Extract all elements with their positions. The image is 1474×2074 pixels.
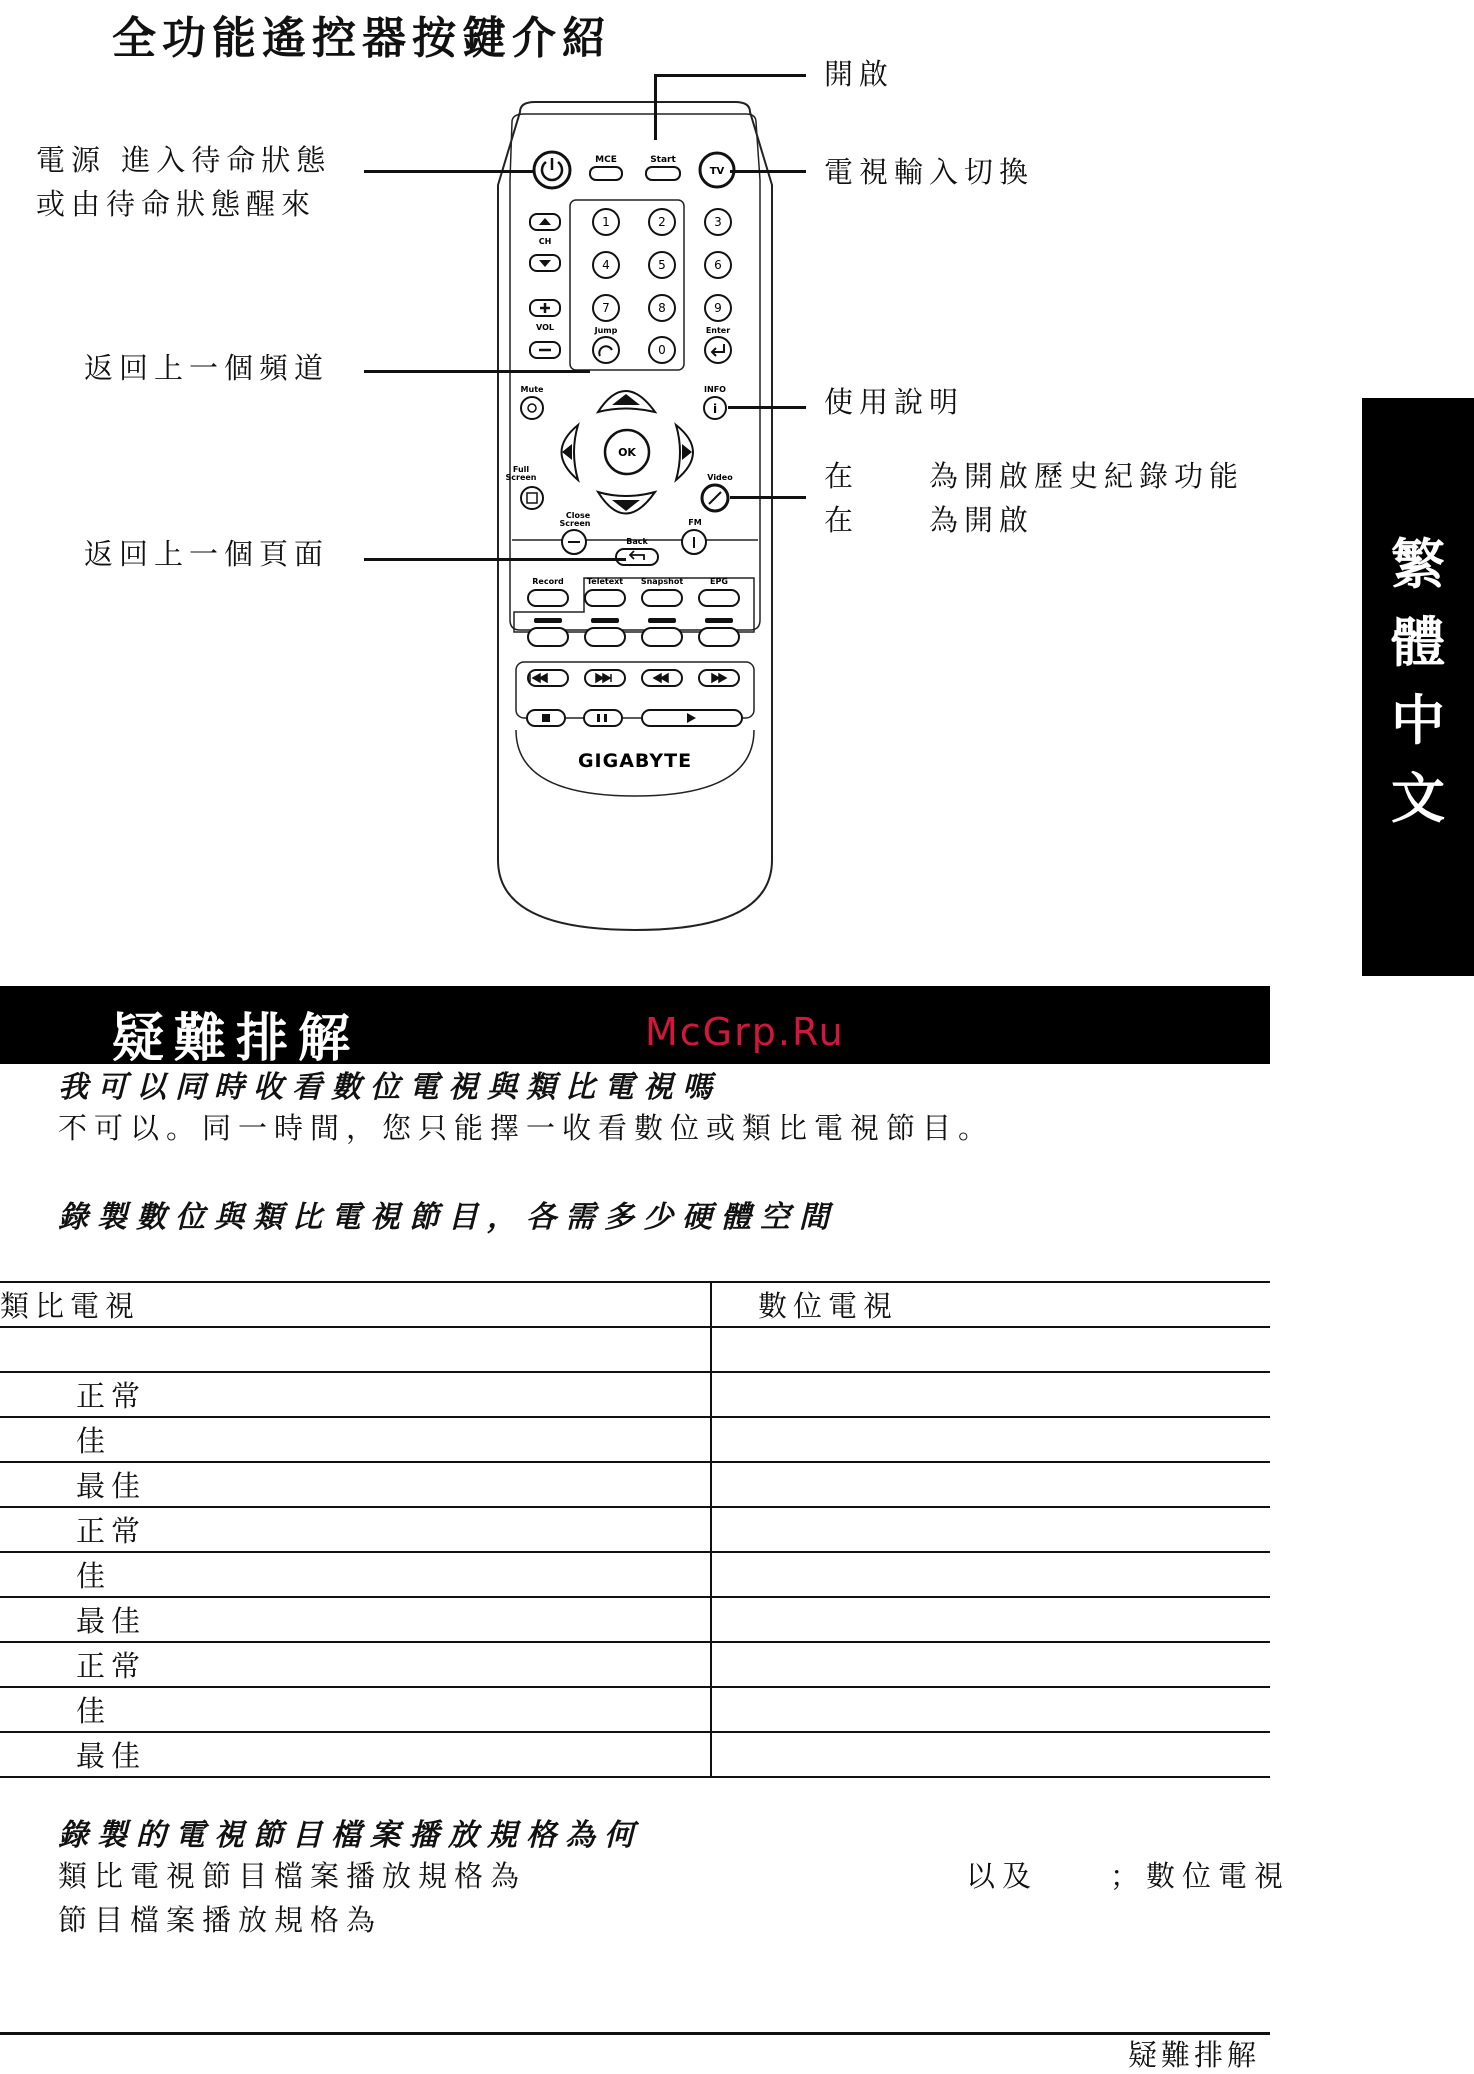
side-tab-char: 體: [1391, 610, 1445, 674]
language-side-tab: [1362, 398, 1474, 976]
pause-button: [584, 710, 622, 726]
svg-text:FM: FM: [688, 518, 702, 527]
callout-start: 開啟: [824, 57, 895, 91]
svg-text:Close: Close: [565, 511, 591, 520]
callout-back: 返回上一個頁面: [84, 537, 330, 571]
header-analog: 類比電視: [0, 1282, 711, 1327]
footer-section-label: 疑難排解: [1128, 2038, 1261, 2072]
faq-answer-3-line1-right: 以及 ；數位電視: [966, 1859, 1291, 1893]
enter-button: [705, 337, 731, 363]
start-leader-line: [654, 74, 806, 77]
storage-space-table: [0, 1281, 1270, 1778]
footer-rule: [0, 2032, 1270, 2035]
header-digital: 數位電視: [711, 1282, 1270, 1327]
digit-label: 7: [602, 301, 610, 315]
color-key-button: [699, 628, 739, 646]
mce-label: MCE: [595, 155, 617, 165]
callout-tv: 電視輸入切換: [824, 155, 1035, 189]
video-leader-line: [730, 496, 806, 499]
svg-text:Video: Video: [707, 473, 733, 482]
callout-jump: 返回上一個頻道: [84, 351, 330, 385]
callout-video-line1: 在 為開啟歷史紀錄功能: [824, 459, 1245, 493]
brand-logo: GIGABYTE: [577, 750, 693, 772]
color-key-button: [585, 628, 625, 646]
side-tab-char: 繁: [1391, 532, 1445, 596]
start-label: Start: [650, 155, 676, 165]
color-key-indicator: [648, 618, 676, 623]
back-button: [616, 549, 658, 565]
digit-label: 4: [602, 258, 610, 272]
side-tab-char: 文: [1391, 766, 1445, 830]
svg-text:Mute: Mute: [520, 385, 544, 394]
table-row: 最佳: [0, 1597, 1270, 1642]
digit-label: 6: [714, 258, 722, 272]
table-row: 佳: [0, 1417, 1270, 1462]
table-row: [0, 1327, 1270, 1372]
faq-question-2: 錄製數位與類比電視節目，各需多少硬體空間: [58, 1200, 838, 1235]
page-title: 全功能遙控器按鍵介紹: [112, 13, 612, 64]
digit-label: 3: [714, 215, 722, 229]
callout-power-line2: 或由待命狀態醒來: [36, 187, 317, 221]
faq-question-1: 我可以同時收看數位電視與類比電視嗎: [58, 1070, 721, 1105]
function-button: [585, 590, 625, 606]
table-row: 佳: [0, 1552, 1270, 1597]
svg-text:Enter: Enter: [705, 326, 731, 335]
function-label: Snapshot: [640, 577, 684, 586]
digit-label: 2: [658, 215, 666, 229]
svg-text:Screen: Screen: [559, 519, 591, 528]
power-leader-line: [364, 170, 534, 173]
table-row: 佳: [0, 1687, 1270, 1732]
remote-control-illustration: [490, 100, 780, 932]
table-row: 最佳: [0, 1462, 1270, 1507]
color-key-indicator: [591, 618, 619, 623]
jump-leader-line: [364, 370, 590, 373]
mce-button: [590, 167, 622, 180]
callout-info: 使用說明: [824, 385, 965, 419]
table-row: 最佳: [0, 1732, 1270, 1777]
section-title: 疑難排解: [112, 1008, 361, 1069]
mute-button: [521, 397, 543, 419]
svg-text:VOL: VOL: [536, 323, 554, 332]
color-key-indicator: [705, 618, 733, 623]
watermark: McGrp.Ru: [645, 1010, 845, 1054]
number-keypad: [593, 209, 731, 321]
table-row: 正常: [0, 1642, 1270, 1687]
faq-answer-3-line1-left: 類比電視節目檔案播放規格為: [58, 1859, 527, 1893]
digit-label: 9: [714, 301, 722, 315]
table-row: 正常: [0, 1507, 1270, 1552]
function-button: [642, 590, 682, 606]
start-button: [646, 167, 680, 180]
digit-label: 1: [602, 215, 610, 229]
svg-text:Screen: Screen: [505, 473, 537, 482]
faq-question-3: 錄製的電視節目檔案播放規格為何: [58, 1818, 643, 1853]
table-row: 正常: [0, 1372, 1270, 1417]
function-button: [528, 590, 568, 606]
jump-button: [593, 337, 619, 363]
back-leader-line: [364, 558, 626, 561]
start-leader-line-vertical: [654, 74, 657, 140]
function-button: [699, 590, 739, 606]
svg-text:Jump: Jump: [594, 326, 618, 335]
svg-text:CH: CH: [538, 237, 552, 246]
svg-text:Back: Back: [626, 537, 648, 546]
function-label: EPG: [710, 577, 728, 586]
faq-answer-1: 不可以。同一時間，您只能擇一收看數位或類比電視節目。: [58, 1111, 995, 1145]
callout-video-line2: 在 為開啟: [824, 503, 1035, 537]
digit-label: 8: [658, 301, 666, 315]
info-leader-line: [728, 406, 806, 409]
svg-text:OK: OK: [618, 446, 636, 459]
svg-text:Full: Full: [512, 465, 530, 474]
full-screen-button: [521, 487, 543, 509]
tv-leader-line: [730, 170, 806, 173]
color-key-indicator: [534, 618, 562, 623]
faq-answer-3-line2: 節目檔案播放規格為: [58, 1903, 383, 1937]
color-key-button: [642, 628, 682, 646]
svg-text:TV: TV: [709, 166, 725, 177]
svg-text:0: 0: [658, 343, 666, 357]
svg-text:INFO: INFO: [704, 385, 726, 394]
digit-label: 5: [658, 258, 666, 272]
function-label: Teletext: [586, 577, 624, 586]
color-key-button: [528, 628, 568, 646]
side-tab-char: 中: [1391, 688, 1445, 752]
table-header-row: [0, 1282, 1270, 1327]
svg-text:i: i: [712, 402, 718, 416]
function-label: Record: [532, 577, 564, 586]
callout-power-line1: 電源 進入待命狀態: [36, 143, 332, 177]
